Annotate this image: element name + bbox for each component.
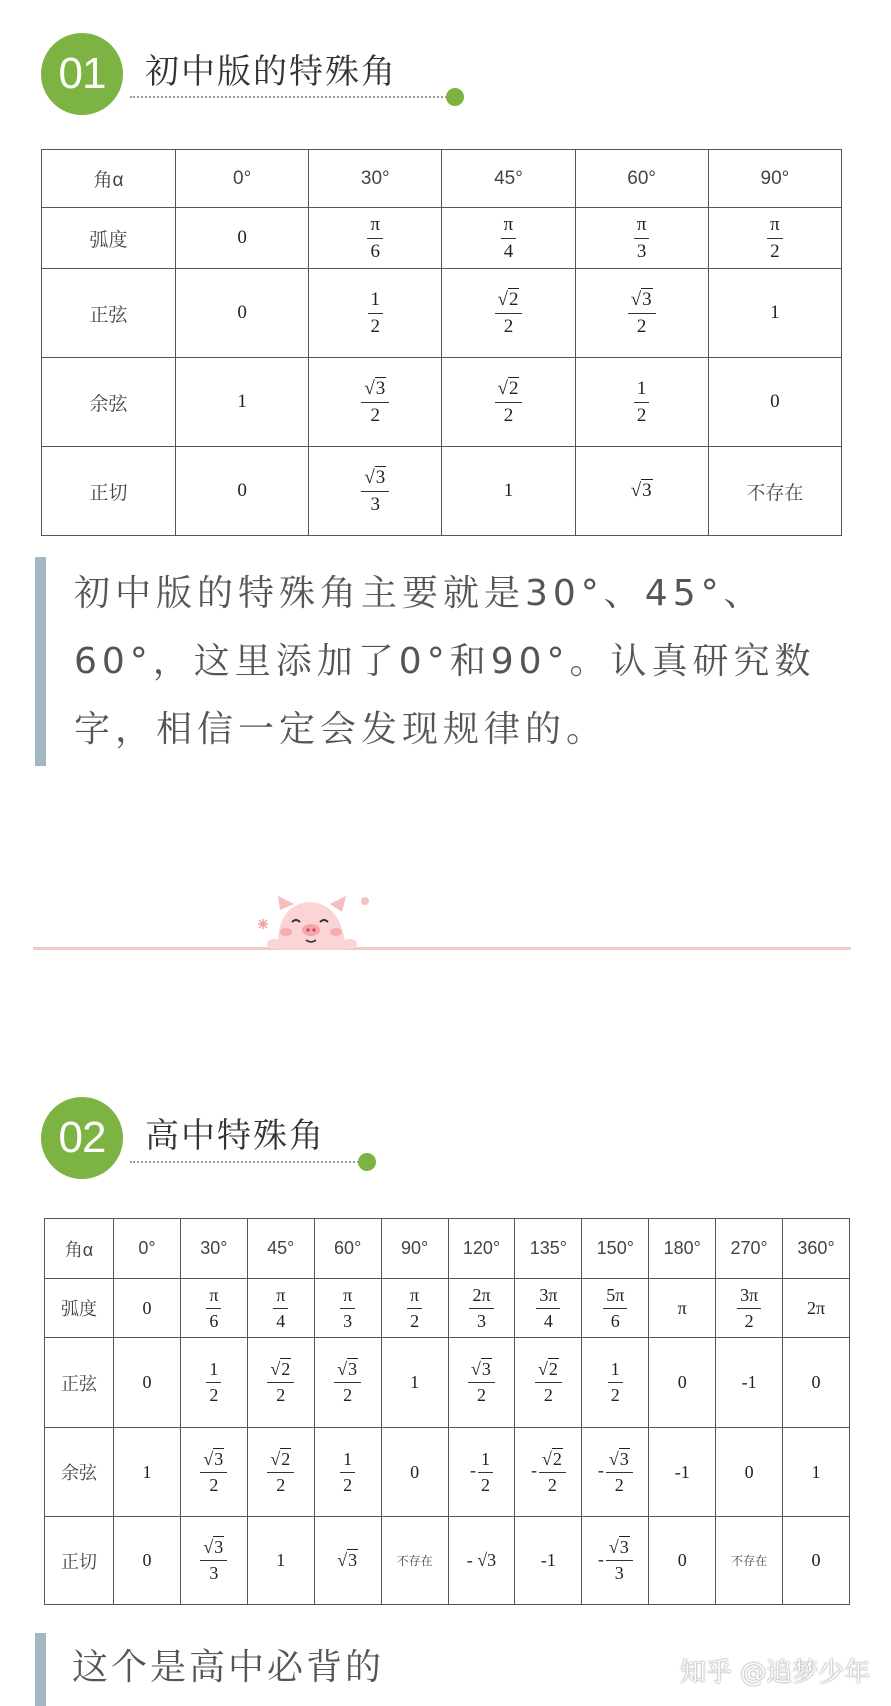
fraction-denominator: 2: [636, 404, 647, 426]
fraction-numerator: √2: [539, 1449, 566, 1473]
table-cell: [180, 1428, 247, 1517]
table-cell: [442, 269, 575, 358]
minus-sign: -: [597, 1460, 604, 1481]
fraction-denominator: 2: [343, 1474, 353, 1495]
table-cell: 0: [176, 208, 309, 269]
fraction-denominator: 2: [410, 1310, 420, 1331]
table-header-row: [42, 150, 842, 208]
special-angles-table-junior: [41, 149, 842, 536]
fraction: [206, 1285, 221, 1331]
fraction-denominator: 2: [343, 1385, 353, 1405]
fraction-numerator: √3: [361, 378, 389, 403]
table-cell: 0: [708, 358, 841, 447]
fraction-denominator: 2: [503, 404, 514, 426]
fraction: [634, 214, 650, 263]
fraction-denominator: 4: [543, 1310, 553, 1331]
fraction: [535, 1359, 562, 1405]
table-cell: 0: [381, 1428, 448, 1517]
header-angle: 90°: [381, 1219, 448, 1279]
table-cell: [442, 208, 575, 269]
row-label: 正切: [45, 1517, 114, 1605]
fraction-numerator: π: [634, 214, 650, 239]
table-cell: 0: [176, 269, 309, 358]
table-cell: [381, 1279, 448, 1338]
section-title: 初中版的特殊角: [145, 52, 397, 92]
fraction: [539, 1449, 566, 1495]
fraction-denominator: 2: [476, 1385, 486, 1405]
table-cell: √3: [575, 447, 708, 536]
minus-sign: -: [597, 1548, 604, 1569]
table-row: [42, 358, 842, 447]
table-cell: [582, 1338, 649, 1428]
fraction: [273, 1285, 288, 1331]
fraction-denominator: 2: [209, 1474, 219, 1495]
fraction: [200, 1537, 227, 1583]
table-cell: [575, 208, 708, 269]
fraction-numerator: √3: [200, 1449, 227, 1473]
header-angle: 90°: [708, 150, 841, 208]
header-angle: 150°: [582, 1219, 649, 1279]
table-cell: 0: [114, 1279, 181, 1338]
fraction: [267, 1449, 294, 1495]
fraction-numerator: 3π: [737, 1285, 761, 1309]
table-cell: [309, 269, 442, 358]
header-angle: 270°: [716, 1219, 783, 1279]
table-cell: 1: [442, 447, 575, 536]
fraction: [368, 289, 384, 338]
fraction-denominator: 2: [770, 240, 780, 262]
fraction: [603, 1285, 627, 1331]
fraction: [468, 1359, 495, 1405]
table-row: [42, 269, 842, 358]
fraction-numerator: √3: [468, 1359, 495, 1383]
table-cell: [180, 1279, 247, 1338]
table-cell: [442, 358, 575, 447]
fraction-numerator: √3: [628, 289, 656, 314]
header-angle: 135°: [515, 1219, 582, 1279]
table-cell: 不存在: [381, 1517, 448, 1605]
pig-icon: [250, 888, 375, 950]
fraction: [495, 378, 523, 427]
header-angle: 30°: [180, 1219, 247, 1279]
fraction-numerator: 5π: [603, 1285, 627, 1309]
table-cell: [515, 1338, 582, 1428]
fraction-denominator: 4: [276, 1310, 286, 1331]
table-cell: [309, 208, 442, 269]
table-row: [45, 1517, 850, 1605]
fraction: [536, 1285, 560, 1331]
fraction-numerator: √2: [495, 378, 523, 403]
fraction: [608, 1359, 623, 1405]
row-label: 余弦: [42, 358, 176, 447]
table-cell: 1: [381, 1338, 448, 1428]
table-row: [45, 1279, 850, 1338]
table-cell: [448, 1279, 515, 1338]
fraction-numerator: 1: [634, 378, 650, 403]
fraction: [340, 1285, 355, 1331]
table-cell: -1: [716, 1338, 783, 1428]
fraction-denominator: 2: [370, 404, 381, 426]
fraction-denominator: 4: [503, 240, 514, 262]
table-cell: [582, 1428, 649, 1517]
header-angle: 45°: [442, 150, 575, 208]
table-cell: [515, 1428, 582, 1517]
fraction-numerator: 1: [340, 1449, 355, 1473]
fraction-denominator: 2: [276, 1385, 286, 1405]
fraction-denominator: 3: [370, 493, 381, 515]
fraction-numerator: √3: [200, 1537, 227, 1561]
table-cell: 1: [176, 358, 309, 447]
fraction: [628, 289, 656, 338]
table-cell: 0: [114, 1338, 181, 1428]
table-row: [42, 208, 842, 269]
fraction-numerator: 2π: [469, 1285, 493, 1309]
zhihu-watermark: 知乎 @追梦少年: [680, 1658, 871, 1688]
fraction: [606, 1449, 633, 1495]
fraction: [501, 214, 517, 263]
fraction-numerator: √2: [267, 1449, 294, 1473]
table-cell: 0: [783, 1517, 850, 1605]
fraction-numerator: π: [767, 214, 783, 239]
fraction-numerator: π: [367, 214, 383, 239]
fraction-denominator: 3: [476, 1310, 486, 1331]
fraction: [469, 1285, 493, 1331]
special-angles-table-senior: [44, 1218, 850, 1605]
dot-ornament: [446, 88, 464, 106]
quote-bar: [35, 557, 46, 766]
dot-ornament: [358, 1153, 376, 1171]
table-cell: [314, 1279, 381, 1338]
table-cell: 不存在: [716, 1517, 783, 1605]
row-label: 余弦: [45, 1428, 114, 1517]
table-cell: [180, 1517, 247, 1605]
fraction-numerator: √3: [606, 1537, 633, 1561]
table-cell: [448, 1428, 515, 1517]
fraction: [361, 378, 389, 427]
table-row: [45, 1428, 850, 1517]
fraction: [267, 1359, 294, 1405]
table-cell: - √3: [448, 1517, 515, 1605]
fraction-denominator: 6: [209, 1310, 219, 1331]
fraction-numerator: π: [407, 1285, 422, 1309]
header-angle-label: 角α: [42, 150, 176, 208]
minus-sign: -: [530, 1460, 537, 1481]
row-label: 弧度: [42, 208, 176, 269]
table-cell: -1: [515, 1517, 582, 1605]
fraction: [495, 289, 523, 338]
fraction-denominator: 2: [480, 1474, 490, 1495]
table-cell: 0: [783, 1338, 850, 1428]
table-cell: [309, 447, 442, 536]
fraction-numerator: √2: [267, 1359, 294, 1383]
fraction-denominator: 2: [209, 1385, 219, 1405]
header-angle: 30°: [309, 150, 442, 208]
table-cell: [247, 1279, 314, 1338]
table-cell: 0: [649, 1517, 716, 1605]
header-angle: 0°: [114, 1219, 181, 1279]
table-cell: [582, 1517, 649, 1605]
fraction-numerator: √3: [334, 1359, 361, 1383]
header-angle: 180°: [649, 1219, 716, 1279]
fraction-denominator: 2: [636, 315, 647, 337]
table-cell: 1: [708, 269, 841, 358]
table-cell: [708, 208, 841, 269]
fraction-denominator: 3: [343, 1310, 353, 1331]
fraction-numerator: 1: [608, 1359, 623, 1383]
table-cell: 0: [114, 1517, 181, 1605]
table-cell: [309, 358, 442, 447]
fraction: [340, 1449, 355, 1495]
table-cell: 1: [114, 1428, 181, 1517]
header-angle: 120°: [448, 1219, 515, 1279]
fraction-numerator: 3π: [536, 1285, 560, 1309]
fraction-denominator: 2: [610, 1385, 620, 1405]
fraction: [767, 214, 783, 263]
pink-divider-line: [33, 947, 851, 950]
fraction: [361, 467, 389, 516]
fraction-denominator: 2: [543, 1385, 553, 1405]
table-cell: [575, 358, 708, 447]
section-number-badge: 02: [41, 1097, 123, 1179]
table-cell: 不存在: [708, 447, 841, 536]
table-cell: [448, 1338, 515, 1428]
fraction-denominator: 2: [547, 1474, 557, 1495]
fraction-denominator: 3: [209, 1563, 219, 1583]
table-cell: [247, 1428, 314, 1517]
section-number-badge: 01: [41, 33, 123, 115]
table-row: [42, 447, 842, 536]
fraction-numerator: 1: [206, 1359, 221, 1383]
table-row: [45, 1338, 850, 1428]
fraction-denominator: 2: [370, 315, 381, 337]
table-cell: π: [649, 1279, 716, 1338]
fraction: [606, 1537, 633, 1583]
minus-sign: -: [469, 1460, 476, 1481]
fraction-numerator: √3: [361, 467, 389, 492]
fraction: [206, 1359, 221, 1405]
fraction-numerator: 1: [478, 1449, 493, 1473]
fraction-denominator: 2: [276, 1474, 286, 1495]
fraction-numerator: π: [206, 1285, 221, 1309]
fraction-numerator: √2: [495, 289, 523, 314]
fraction-denominator: 6: [370, 240, 381, 262]
table-cell: [180, 1338, 247, 1428]
table-header-row: [45, 1219, 850, 1279]
fraction-numerator: 1: [368, 289, 384, 314]
fraction-numerator: π: [501, 214, 517, 239]
header-angle: 60°: [575, 150, 708, 208]
table-cell: [314, 1428, 381, 1517]
fraction: [200, 1449, 227, 1495]
table-cell: -1: [649, 1428, 716, 1517]
header-angle: 45°: [247, 1219, 314, 1279]
fraction: [334, 1359, 361, 1405]
fraction-denominator: 6: [610, 1310, 620, 1331]
fraction-numerator: √2: [535, 1359, 562, 1383]
row-label: 正弦: [42, 269, 176, 358]
dotted-divider: [130, 96, 450, 98]
header-angle-label: 角α: [45, 1219, 114, 1279]
dotted-divider: [130, 1161, 362, 1163]
header-angle: 60°: [314, 1219, 381, 1279]
table-cell: [582, 1279, 649, 1338]
table-cell: [247, 1338, 314, 1428]
fraction-numerator: √3: [606, 1449, 633, 1473]
note-text: 初中版的特殊角主要就是30°、45°、60°，这里添加了0°和90°。认真研究数字，相信一定会发现规律的。: [74, 573, 816, 750]
table-cell: 0: [649, 1338, 716, 1428]
fraction-denominator: 2: [744, 1310, 754, 1331]
table-cell: 0: [176, 447, 309, 536]
table-cell: 1: [247, 1517, 314, 1605]
fraction: [737, 1285, 761, 1331]
note-text: 这个是高中必背的: [72, 1647, 385, 1688]
fraction: [478, 1449, 493, 1495]
row-label: 正切: [42, 447, 176, 536]
fraction: [367, 214, 383, 263]
fraction: [407, 1285, 422, 1331]
fraction: [634, 378, 650, 427]
row-label: 弧度: [45, 1279, 114, 1338]
fraction-denominator: 2: [503, 315, 514, 337]
table-cell: [575, 269, 708, 358]
table-cell: 1: [783, 1428, 850, 1517]
table-cell: 2π: [783, 1279, 850, 1338]
table-cell: [314, 1338, 381, 1428]
section-title: 高中特殊角: [145, 1116, 325, 1156]
quote-bar: [35, 1633, 46, 1706]
table-cell: √3: [314, 1517, 381, 1605]
fraction-numerator: π: [340, 1285, 355, 1309]
header-angle: 0°: [176, 150, 309, 208]
table-cell: [716, 1279, 783, 1338]
header-angle: 360°: [783, 1219, 850, 1279]
fraction-denominator: 3: [636, 240, 647, 262]
table-cell: [515, 1279, 582, 1338]
fraction-denominator: 3: [614, 1563, 624, 1583]
fraction-numerator: π: [273, 1285, 288, 1309]
table-cell: 0: [716, 1428, 783, 1517]
row-label: 正弦: [45, 1338, 114, 1428]
fraction-denominator: 2: [614, 1474, 624, 1495]
